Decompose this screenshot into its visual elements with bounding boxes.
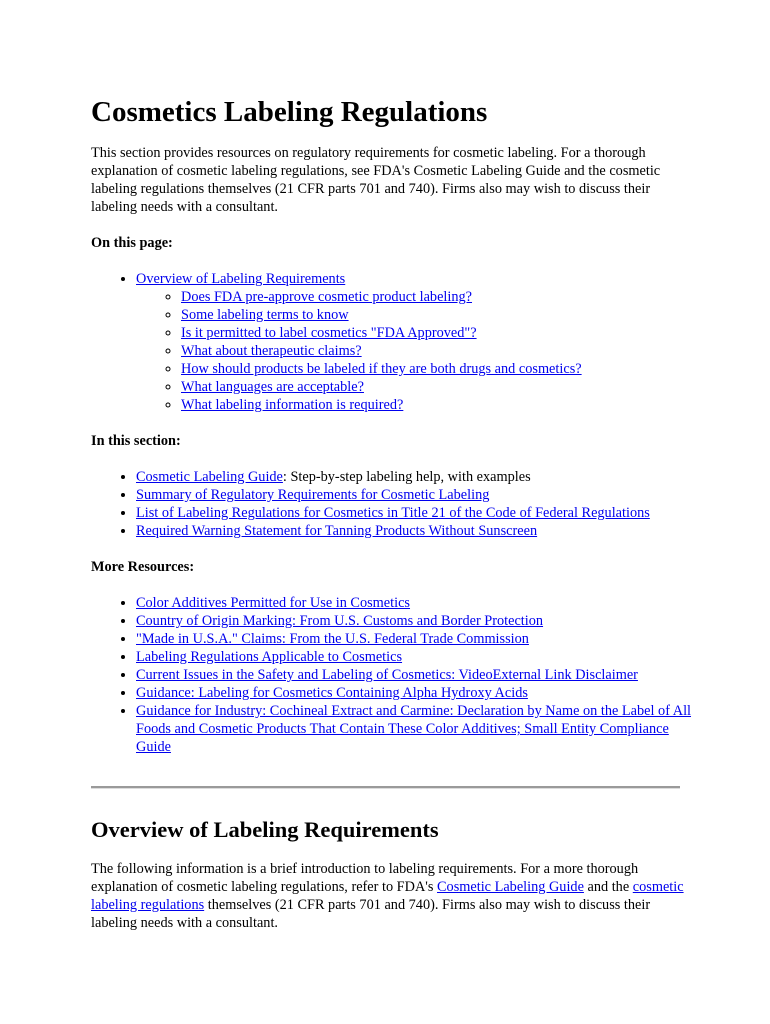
therapeutic-claims-link[interactable]: What about therapeutic claims? [181,343,362,359]
summary-requirements-link[interactable]: Summary of Regulatory Requirements for Cosmetic Labeling [136,487,490,503]
overview-labeling-regulations-link[interactable]: cosmetic labeling regulations [91,879,684,913]
labeling-information-link[interactable]: What labeling information is required? [181,397,404,413]
labeling-regulations-applicable-link[interactable]: Labeling Regulations Applicable to Cosmetics [136,649,403,665]
preapprove-link[interactable]: Does FDA pre-approve cosmetic product labeling? [181,289,473,305]
list-item [136,468,691,486]
list-item [136,666,691,684]
alpha-hydroxy-guidance-link[interactable]: Guidance: Labeling for Cosmetics Containing Alpha Hydroxy Acids [136,685,528,701]
overview-cosmetic-labeling-guide-link[interactable]: Cosmetic Labeling Guide [437,879,584,895]
list-item [181,396,691,414]
section-divider [91,786,680,789]
cochineal-guidance-link[interactable]: Guidance for Industry: Cochineal Extract and Carmine: Declaration by Name on the Label of All Foods and Cosmetic Products That Contain These Color Additives; Small Entity Compliance Guide [136,703,692,755]
in-this-section-list [91,468,691,540]
list-item [136,594,691,612]
more-resources-list [91,594,691,756]
overview-link[interactable]: Overview of Labeling Requirements [136,271,346,287]
overview-heading: Overview of Labeling Requirements [91,817,439,842]
list-item [136,270,691,414]
list-item [136,486,691,504]
main-content [91,92,691,950]
in-this-section-heading: In this section: [91,433,181,449]
languages-link[interactable]: What languages are acceptable? [181,379,364,395]
list-item [181,306,691,324]
overview-text-2: and the [583,879,633,895]
intro-paragraph: This section provides resources on regulatory requirements for cosmetic labeling. For a thorough explanation of cosmetic labeling regulations, see FDA's Cosmetic Labeling Guide and the cosmetic labeling regulations themselves (21 CFR parts 701 and 740). Firms also may wish to discuss their labeling needs with a consultant. [91,145,661,215]
overview-sublist [136,288,691,414]
list-item-description: : Step-by-step labeling help, with examples [282,469,531,485]
color-additives-link[interactable]: Color Additives Permitted for Use in Cosmetics [136,595,411,611]
fda-approved-link[interactable]: Is it permitted to label cosmetics "FDA Approved"? [181,325,477,341]
on-this-page-heading: On this page: [91,235,173,251]
list-item [181,360,691,378]
cosmetic-labeling-guide-link[interactable]: Cosmetic Labeling Guide [136,469,283,485]
overview-text-1: The following information is a brief introduction to labeling requirements. For a more thorough explanation of cosmetic labeling regulations, refer to FDA's [91,861,639,895]
made-in-usa-link[interactable]: "Made in U.S.A." Claims: From the U.S. Federal Trade Commission [136,631,529,647]
tanning-warning-link[interactable]: Required Warning Statement for Tanning Products Without Sunscreen [136,523,538,539]
page-title: Cosmetics Labeling Regulations [91,96,488,128]
overview-paragraph [91,860,691,932]
list-item [181,378,691,396]
list-item [136,702,691,756]
drugs-and-cosmetics-link[interactable]: How should products be labeled if they are both drugs and cosmetics? [181,361,582,377]
list-item [136,522,691,540]
more-resources-heading: More Resources: [91,559,195,575]
list-item [181,324,691,342]
list-item [181,342,691,360]
overview-text-3: themselves (21 CFR parts 701 and 740). Firms also may wish to discuss their labeling needs with a consultant. [91,897,651,931]
list-item [136,630,691,648]
labeling-terms-link[interactable]: Some labeling terms to know [181,307,349,323]
current-issues-video-link[interactable]: Current Issues in the Safety and Labeling of Cosmetics: VideoExternal Link Disclaimer [136,667,638,683]
list-of-regulations-link[interactable]: List of Labeling Regulations for Cosmetics in Title 21 of the Code of Federal Regulations [136,505,650,521]
list-item [136,612,691,630]
list-item [136,684,691,702]
on-this-page-list [91,270,691,414]
list-item [181,288,691,306]
country-of-origin-link[interactable]: Country of Origin Marking: From U.S. Customs and Border Protection [136,613,544,629]
list-item [136,504,691,522]
list-item [136,648,691,666]
